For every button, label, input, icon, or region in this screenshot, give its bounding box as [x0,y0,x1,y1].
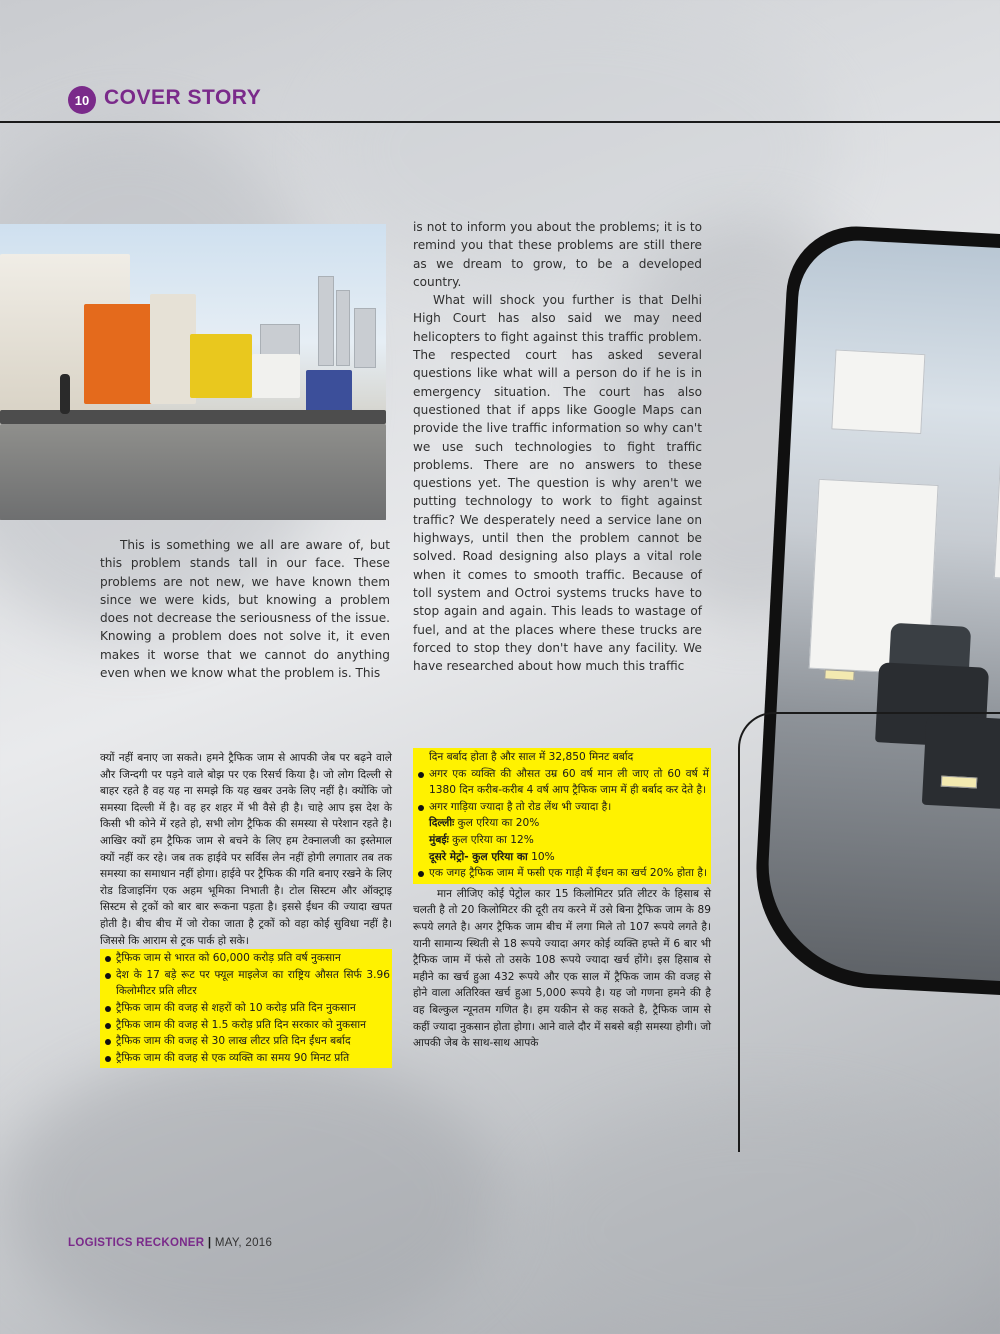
license-plate [824,669,854,681]
page-number-badge: 10 [68,86,96,114]
stat-line-mumbai [415,832,709,849]
truck-convoy-photo [0,224,386,520]
truck-wheels-shadow [0,410,386,424]
section-title: COVER STORY [104,86,262,109]
truck-white [252,354,300,398]
page-footer [68,1237,272,1249]
tower-building [318,276,334,366]
paragraph: मान लीजिए कोई पेट्रोल कार 15 किलोमिटर प्रति लीटर के हिसाब से चलती है तो 20 किलोमिटर की दूरी तय करने में उसे बिना ट्रैफिक जाम के 89 रूपये लगते है। अगर ट्रैफिक जाम बीच में लगा मिले तो 107 रूपये लगते है। यानी सामान्य स्थिती से 18 रूपये ज्यादा अगर कोई व्यक्ति हफ्ते में 6 बार भी ट्रैफिक जाम में फंसे तो उसके 108 रूपये ज्यादा खर्च होंगे। इस हिसाब से महीने का खर्च हुआ 432 रूपये और एक साल में ट्रैफिक जाम की वजह से होने वाला अतिरिक्त खर्च हुआ 5,000 रूपये है। यह जो गणना हमने की है वह बिल्कुल न्यूनतम गणित है। हम यकीन से कह सकते है, ट्रैफिक जाम से कहीं ज्यादा नुकसान होता होगा। आने वाले दौर में सबसे बड़ी समस्या होगी। जो आपकी जेब के साथ-साथ आपके [413,887,711,1050]
list-continuation: दिन बर्बाद होता है और साल में 32,850 मिनट बर्बाद [429,751,634,763]
truck-white [994,428,1000,581]
stat-value: कुल एरिया का 12% [448,833,534,846]
list-item: ट्रैफिक जाम की वजह से एक व्यक्ति का समय 90 मिनट प्रति [102,1050,390,1067]
hindi-column-right [413,748,711,1052]
publication-name: LOGISTICS RECKONER [68,1237,205,1249]
road [0,424,386,520]
stat-line-delhi [415,815,709,832]
stat-label: मुंबईः [429,833,449,846]
list-item: ट्रैफिक जाम की वजह से 1.5 करोड़ प्रति दिन सरकार को नुकसान [102,1017,390,1034]
tower-building [336,290,350,366]
list-item: ट्रैफिक जाम की वजह से शहरों को 10 करोड़ प्रति दिन नुकसान [102,1000,390,1017]
highlight-box [100,949,392,1068]
list-item: ट्रैफिक जाम से भारत को 60,000 करोड़ प्रति वर्ष नुकसान [102,950,390,967]
stat-label: दूसरे मेट्रो- कुल एरिया का [429,850,528,863]
paragraph: This is something we all are aware of, but this problem stands tall in our face. These problems are not new, we have known them since we were kids, but knowing a problem does not decrease the seriousness of the issue. Knowing a problem does not solve it, it even makes it worse that we cannot do anything even when we know what the problem is. This [100,538,390,681]
person [60,374,70,414]
paragraph: What will shock you further is that Delhi High Court has also said we may need helicopters to fight against this traffic problem. The respected court has asked several questions like what will a person do if he is in emergency situation. The court has also questioned that if apps like Google Maps can provide the live traffic information so why can't we use such technologies to fight traffic problems. There are no answers to these questions yet. The question is why aren't we putting technology to work to fight against traffic? We desperately need a service lane on highways, until then the problem cannot be solved. Road designing also plays a vital role when it comes to smooth traffic. Because of toll system and Octroi systems trucks have to stop again and again. This leads to wastage of fuel, and at the places where these trucks are forced to stop they don't have any facility. We have researched about how much this traffic [413,293,702,674]
stat-value: कुल एरिया का 20% [454,817,540,830]
stat-label: दिल्लीः [429,817,455,830]
page-header [0,80,1000,120]
list-item: अगर गाड़िया ज्यादा है तो रोड लेंथ भी ज्यादा है। [415,799,709,816]
list-item: देश के 17 बड़े रूट पर फ्यूल माइलेज का राष्ट्रिय औसत सिर्फ 3.96 किलोमीटर प्रति लीटर [102,967,390,1000]
truck-cab-yellow [190,334,252,398]
truck-white [831,349,925,434]
paragraph: is not to inform you about the problems; it is to remind you that these problems are still there as we dream to grow, to be a developed country. [413,220,702,289]
stat-line-metro [415,849,709,866]
footer-separator: | [207,1237,212,1249]
decorative-frame-curve [738,712,1000,1152]
paragraph: क्यों नहीं बनाए जा सकते। हमने ट्रैफिक जाम से आपकी जेब पर बढ़ने वाले और जिन्दगी पर पड़ने वाले बोझ पर एक रिसर्च किया है। जो लोग दिल्ली से बाहर रहते है वह यह ना समझे कि यह खबर उनके लिए नहीं है। क्योंकि जो समस्या दिल्ली में है। वह हर शहर में भी वैसे ही है। चाहे आप इस देश के किसी भी कोने में रहते हो, सभी लोग ट्रैफिक की समस्या से परेशान रहते है। आखिर क्यों हम ट्रैफिक जाम से बचने के लिए हम टेक्नालजी का इस्तेमाल क्यों नहीं कर रहे। जब तक हाईवे पर सर्विस लेन नहीं होगी लगातार तब तक समस्या का समाधान नहीं होगा। हाईवे पर ट्रैफिक की गति बनाए रखने के लिए रोड डिजाइनिंग एक अहम भूमिका निभाती है। टोल सिस्टम और ऑक्ट्राइ सिस्टम से ट्रकों को बार बार रूकना पड़ता है। इससे ईंधन की ज्यादा खपत होती है। बीच बीच में जो रोका जाता है ट्रकों को वहा कोई सुविधा नहीं है। जिससे कि आराम से ट्रक पार्क हो सके। [100,752,392,947]
list-item: एक जगह ट्रैफिक जाम में फसी एक गाड़ी में ईंधन का खर्च 20% होता है। [415,865,709,882]
english-column-left [100,536,390,682]
tower-building [354,308,376,368]
stat-value: 10% [527,850,555,863]
issue-date: MAY, 2016 [214,1237,273,1249]
highlight-box [413,748,711,884]
english-column-right [413,218,702,675]
hindi-column-left [100,750,392,1068]
list-item: ट्रैफिक जाम की वजह से 30 लाख लीटर प्रति दिन ईंधन बर्बाद [102,1033,390,1050]
list-item: अगर एक व्यक्ति की औसत उम्र 60 वर्ष मान ली जाए तो 60 वर्ष में 1380 दिन करीब-करीब 4 वर्ष आप ट्रैफिक जाम में ही बर्बाद कर देते है। [415,766,709,799]
header-rule [0,121,1000,123]
background-blur [0,1050,500,1334]
